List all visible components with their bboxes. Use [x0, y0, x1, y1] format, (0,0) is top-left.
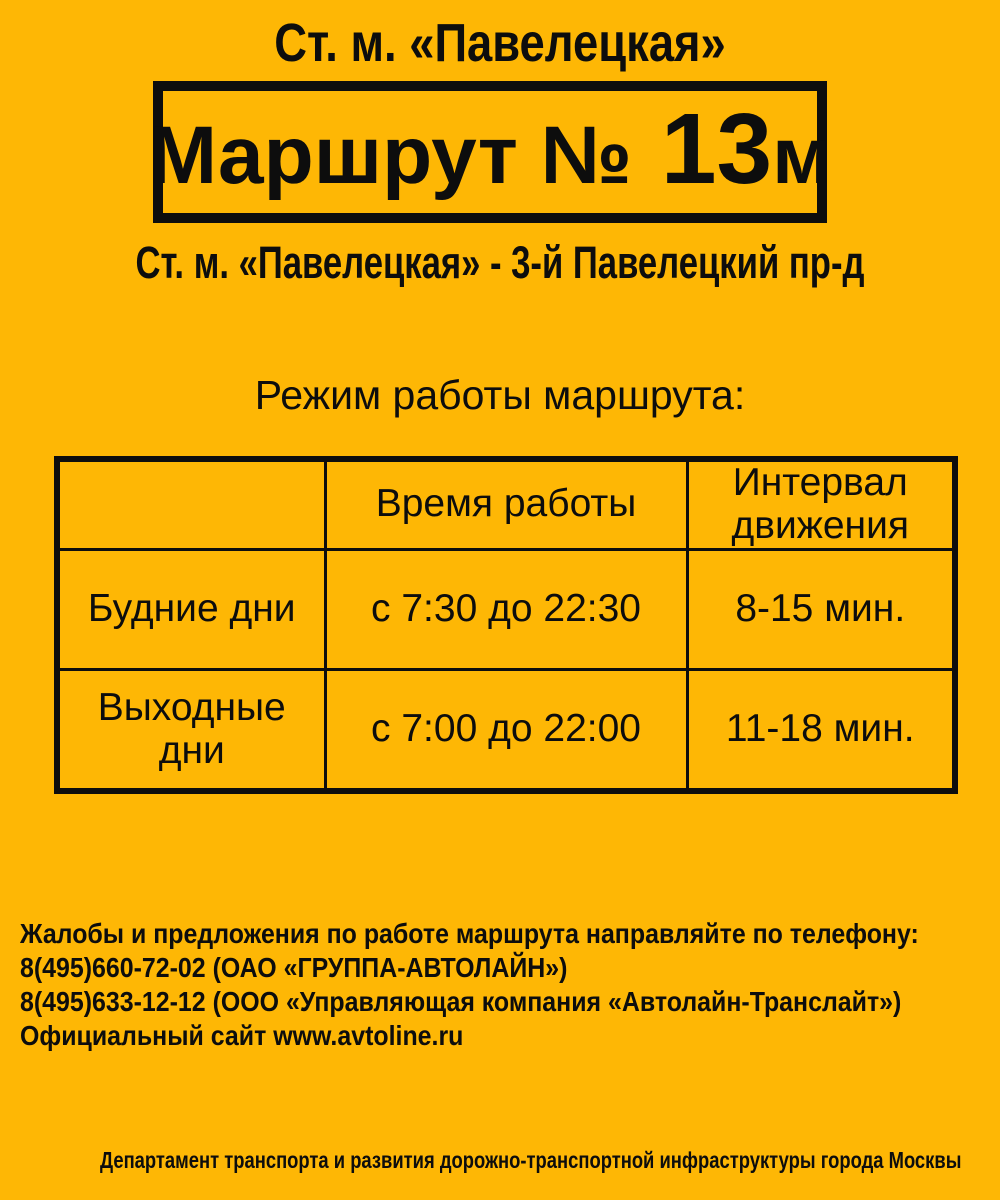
footer-department: Департамент транспорта и развития дорожно-транспортной инфраструктуры города Москвы — [100, 1147, 962, 1173]
schedule-table — [54, 456, 958, 794]
schedule-section-title: Режим работы маршрута: — [254, 372, 746, 418]
day-type-cell: Будние дни — [57, 549, 325, 669]
route-suffix: м — [772, 111, 832, 200]
contact-line-phone-2: 8(495)633-12-12 (ООО «Управляющая компания «Автолайн-Транслайт») — [20, 986, 902, 1017]
header-cell-hours: Время работы — [325, 459, 687, 549]
interval-cell: 8-15 мин. — [687, 549, 955, 669]
hours-cell: с 7:00 до 22:00 — [325, 669, 687, 791]
header-cell-interval: Интервал движения — [687, 459, 955, 549]
route-number-box — [148, 81, 832, 223]
contact-info — [20, 917, 919, 1053]
contact-line-website: Официальный сайт www.avtoline.ru — [20, 1020, 464, 1051]
table-header-row — [57, 459, 955, 549]
route-label: Маршрут № — [148, 110, 655, 201]
contact-line-intro: Жалобы и предложения по работе маршрута направляйте по телефону: — [20, 918, 919, 949]
station-title: Ст. м. «Павелецкая» — [274, 13, 726, 73]
day-type-cell: Выходные дни — [57, 669, 325, 791]
contact-line-phone-1: 8(495)660-72-02 (ОАО «ГРУППА-АВТОЛАЙН») — [20, 952, 568, 983]
table-row-weekdays — [57, 549, 955, 669]
header-cell-empty — [57, 459, 325, 549]
route-number: 13 — [660, 93, 773, 205]
route-endpoints: Ст. м. «Павелецкая» - 3-й Павелецкий пр-д — [135, 237, 865, 288]
interval-cell: 11-18 мин. — [687, 669, 955, 791]
table-row-weekends — [57, 669, 955, 791]
hours-cell: с 7:30 до 22:30 — [325, 549, 687, 669]
